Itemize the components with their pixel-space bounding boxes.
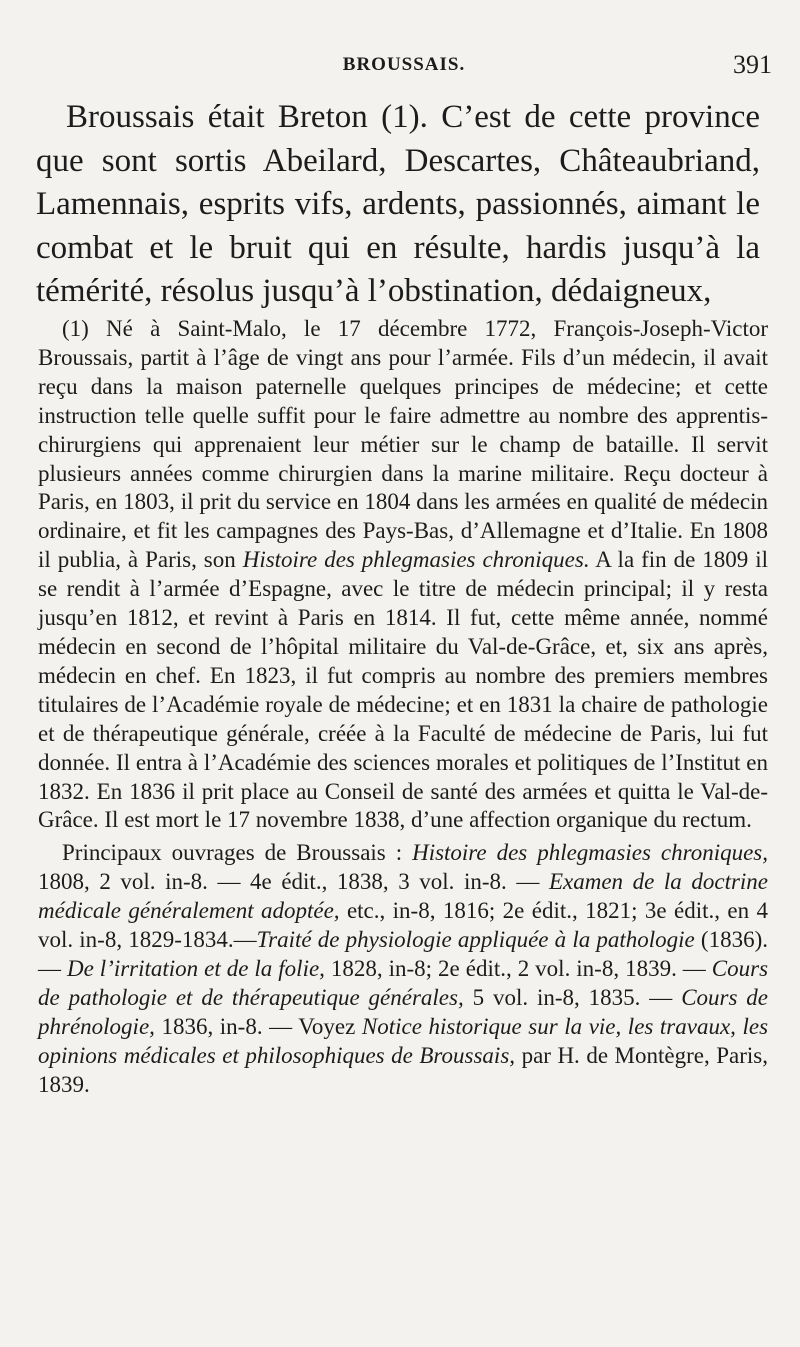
footnote-paragraph [38, 315, 768, 835]
work-title: Notice historique sur la vie, les travaux, les opinions médicales et philosophiques de Broussais, [38, 1013, 769, 1068]
footnote-text: Né à Saint-Malo, le 17 décembre 1772, François-Joseph-Victor Broussais, partit à l’âge de vingt ans pour l’armée. Fils d’un médecin, il avait reçu dans la maison paternelle quelques principes de médecine; et cette instruction telle quelle suffit pour le faire admettre au nombre des apprentis-chirurgiens qui apprenaient leur métier sur le champ de bataille. Il servit plusieurs années comme chirurgien dans la marine militaire. Reçu docteur à Paris, en 1803, il prit du service en 1804 dans les armées en qualité de médecin ordinaire, et fit les campagnes des Pays-Bas, d’Allemagne et d’Italie. En 1808 il publia, à Paris, son [38, 316, 769, 573]
work-details: 1808, 2 vol. in-8. — 4e édit., 1838, 3 vol. in-8. — [38, 869, 540, 895]
main-text-block [36, 96, 760, 314]
running-head: BROUSSAIS. [342, 54, 466, 75]
work-title: Traité de physiologie appliquée à la pathologie [256, 927, 695, 953]
main-paragraph: Broussais était Breton (1). C’est de cette province que sont sortis Abeilard, Descartes, Châteaubriand, Lamennais, esprits vifs, ardents, passionnés, aimant le combat et le bruit qui en résulte, hardis jusqu’à la témérité, résolus jusqu’à l’obstination, dédaigneux, [36, 99, 760, 310]
work-details: 5 vol. in-8, 1835. — [472, 984, 673, 1010]
work-details: etc., in-8, 1816; 2e édit., 1821; 3e édit., en 4 vol. in-8, 1829-1834.— [38, 898, 769, 953]
footnote-text-continued: A la fin de 1809 il se rendit à l’armée d’Espagne, avec le titre de médecin principal; il y resta jusqu’en 1812, et revint à Paris en 1814. Il fut, cette même année, nommé médecin en second de l’hôpital militaire du Val-de-Grâce, et, six ans après, médecin en chef. En 1823, il fut compris au nombre des premiers membres titulaires de l’Académie royale de médecine; et en 1831 la chaire de pathologie et de thérapeutique générale, créée à la Faculté de médecine de Paris, lui fut donnée. Il entra à l’Académie des sciences morales et politiques de l’Institut en 1832. En 1836 il prit place au Conseil de santé des armées et quitta le Val-de-Grâce. Il est mort le 17 novembre 1838, d’une affection organique du rectum. [38, 547, 769, 833]
works-intro: Principaux ouvrages de Broussais : [62, 840, 403, 866]
footnote-book-title: Histoire des phlegmasies chroniques. [242, 547, 590, 573]
work-details: (1836). — [38, 927, 768, 981]
work-details: 1828, in-8; 2e édit., 2 vol. in-8, 1839. — [330, 955, 706, 981]
work-details: 1836, in-8. — Voyez [161, 1013, 356, 1039]
footnote-block [38, 315, 768, 1099]
page-header [36, 50, 772, 84]
footnote-marker: (1) [62, 316, 89, 341]
works-paragraph [38, 839, 768, 1099]
work-title: Histoire des phlegmasies chroniques, [412, 840, 768, 866]
work-title: De l’irritation et de la folie, [66, 955, 325, 981]
work-title: Cours de pathologie et de thérapeutique générales, [38, 955, 769, 1010]
page-number: 391 [733, 50, 772, 79]
work-title: Cours de phrénologie, [38, 984, 769, 1039]
work-title: Examen de la doctrine médicale généralement adoptée, [38, 869, 769, 924]
work-details: par H. de Montègre, Paris, 1839. [38, 1042, 768, 1097]
